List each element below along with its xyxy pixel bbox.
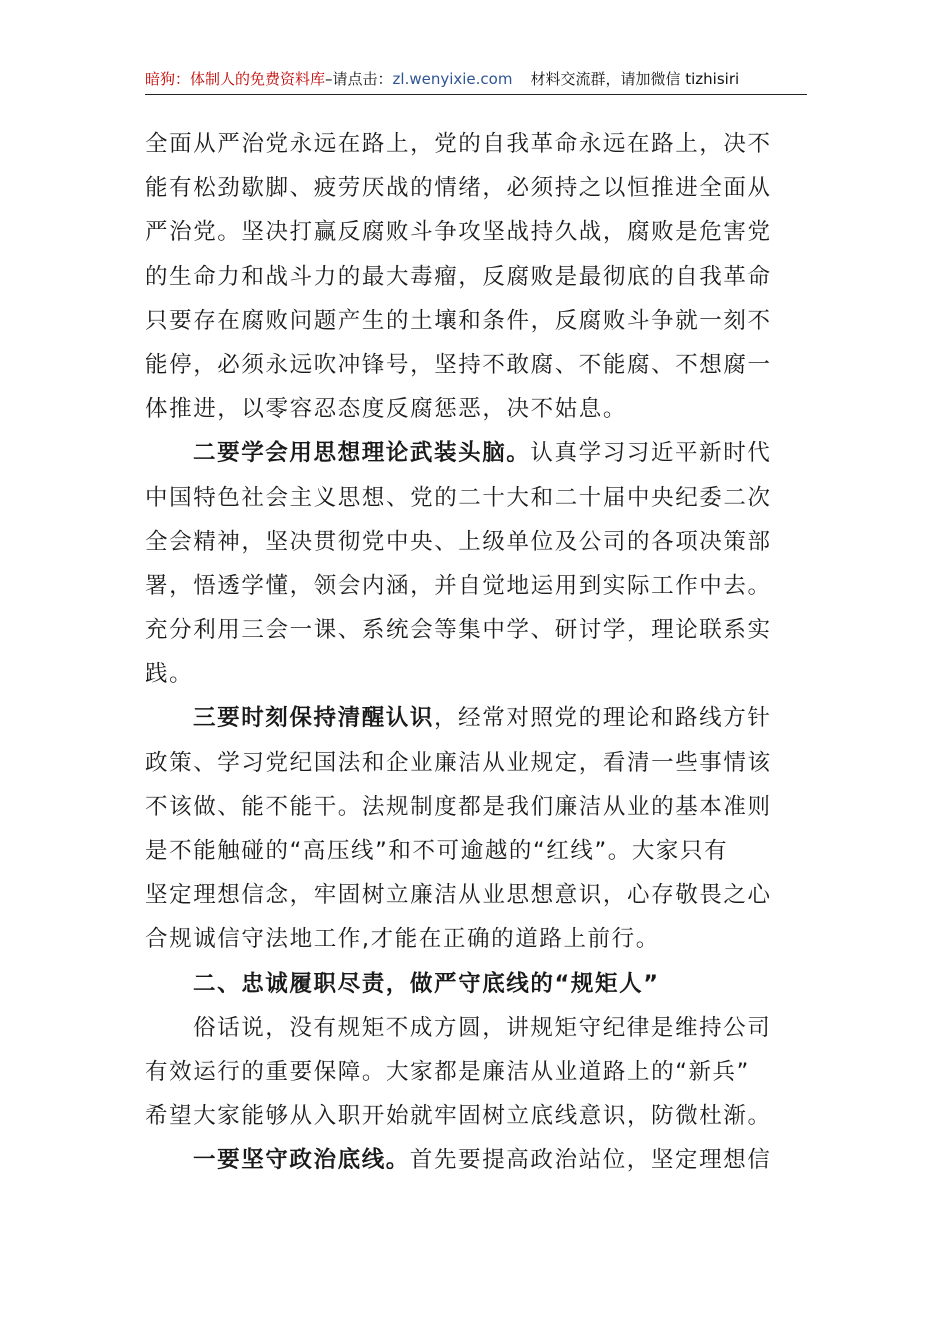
text-line: 全面从严治党永远在路上，党的自我革命永远在路上，决不 <box>145 131 772 157</box>
text-line: 践。 <box>145 661 194 688</box>
text-line <box>145 696 807 740</box>
text-line: 有效运行的重要保障。大家都是廉洁从业道路上的“新兵” <box>145 1058 750 1085</box>
paragraph-5-lead: 一要坚守政治底线。 <box>193 1147 410 1174</box>
text-line: 坚定理想信念，牢固树立廉洁从业思想意识，心存敬畏之心 <box>145 882 772 909</box>
paragraph-4 <box>145 1006 807 1139</box>
paragraph-3-lead: 三要时刻保持清醒认识 <box>193 705 435 732</box>
text-line: 只要存在腐败问题产生的土壤和条件，反腐败斗争就一刻不 <box>145 307 772 334</box>
text-line: 俗话说，没有规矩不成方圆，讲规矩守纪律是维持公司 <box>193 1014 772 1041</box>
paragraph-5 <box>145 1138 807 1182</box>
paragraph-3 <box>145 696 807 961</box>
text-line: 严治党。坚决打赢反腐败斗争攻坚战持久战，腐败是危害党 <box>145 219 772 246</box>
text-line: 合规诚信守法地工作,才能在正确的道路上前行。 <box>145 926 660 953</box>
section-heading-2 <box>145 962 807 1006</box>
paragraph-5-first-rest: 首先要提高政治站位，坚定理想信 <box>409 1147 772 1174</box>
header-site-name: 暗狗：体制人的免费资料库 <box>145 70 326 88</box>
text-line: 不该做、能不能干。法规制度都是我们廉洁从业的基本准则 <box>145 793 772 820</box>
paragraph-3-first-rest: ，经常对照党的理论和路线方针 <box>434 705 772 732</box>
header-separator: –请点击： <box>325 70 393 88</box>
text-line: 能停，必须永远吹冲锋号，坚持不敢腐、不能腐、不想腐一 <box>145 351 772 378</box>
text-line: 的生命力和战斗力的最大毒瘤，反腐败是最彻底的自我革命 <box>145 263 772 290</box>
paragraph-2-first-rest: 认真学习习近平新时代 <box>530 440 772 467</box>
text-line <box>145 431 807 475</box>
header-wechat-note: 材料交流群，请加微信 tizhisiri <box>530 70 740 88</box>
text-line: 是不能触碰的“高压线”和不可逾越的“红线”。大家只有 <box>145 838 729 864</box>
text-line: 希望大家能够从入职开始就牢固树立底线意识，防微杜渐。 <box>145 1103 772 1130</box>
text-line: 全会精神，坚决贯彻党中央、上级单位及公司的各项决策部 <box>145 528 772 555</box>
page-header <box>145 68 807 95</box>
paragraph-2-lead: 二要学会用思想理论武装头脑。 <box>193 440 531 467</box>
section-heading-text: 二、忠诚履职尽责，做严守底线的“规矩人” <box>193 970 660 997</box>
paragraph-1 <box>145 122 807 431</box>
text-line <box>145 1138 807 1182</box>
text-line: 署，悟透学懂，领会内涵，并自觉地运用到实际工作中去。 <box>145 572 772 599</box>
header-url-link[interactable]: zl.wenyixie.com <box>392 70 513 88</box>
document-body <box>145 122 807 1183</box>
text-line: 充分利用三会一课、系统会等集中学、研讨学，理论联系实 <box>145 617 772 644</box>
text-line: 政策、学习党纪国法和企业廉洁从业规定，看清一些事情该 <box>145 749 772 776</box>
text-line: 能有松劲歇脚、疲劳厌战的情绪，必须持之以恒推进全面从 <box>145 175 772 202</box>
text-line: 体推进，以零容忍态度反腐惩恶，决不姑息。 <box>145 396 628 423</box>
text-line: 中国特色社会主义思想、党的二十大和二十届中央纪委二次 <box>145 484 772 511</box>
paragraph-2 <box>145 431 807 696</box>
